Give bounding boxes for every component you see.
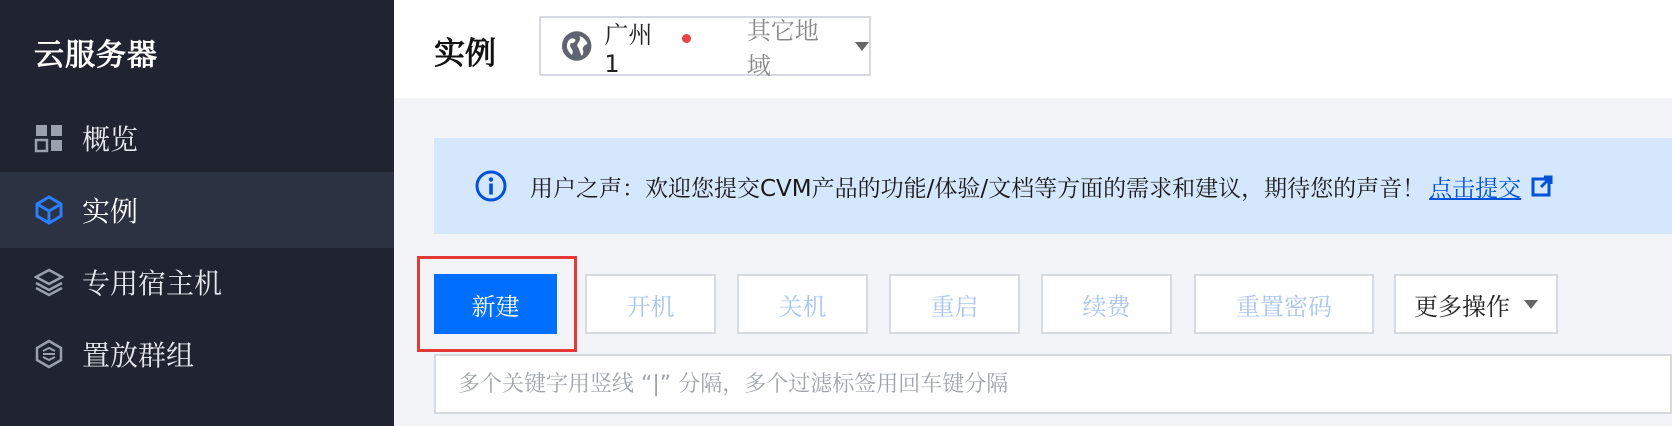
- highlight-box: [417, 256, 577, 352]
- info-icon: [474, 169, 508, 203]
- notice-text: 用户之声：欢迎您提交CVM产品的功能/体验/文档等方面的需求和建议，期待您的声音！: [530, 175, 1426, 202]
- other-regions-label: 其它地域: [746, 17, 819, 80]
- layers-icon: [34, 267, 64, 297]
- cube-icon: [34, 195, 64, 225]
- region-status-dot: [682, 34, 691, 43]
- page-header: [394, 0, 1672, 98]
- sidebar-item-label: 实例: [82, 195, 139, 228]
- globe-icon: [561, 30, 592, 62]
- external-link-icon[interactable]: [1531, 175, 1553, 197]
- chevron-down-icon: [855, 42, 869, 51]
- grid-icon: [34, 123, 64, 153]
- restart-button[interactable]: 重启: [889, 274, 1020, 334]
- page-title: 实例: [434, 36, 496, 72]
- sidebar-item-instances[interactable]: [0, 172, 394, 248]
- power-on-button[interactable]: 开机: [585, 274, 716, 334]
- reset-password-button[interactable]: 重置密码: [1194, 274, 1374, 334]
- current-region: 广州 1: [604, 20, 653, 78]
- sidebar-item-overview[interactable]: [0, 100, 394, 176]
- create-button[interactable]: 新建: [434, 274, 557, 334]
- feedback-notice: [434, 138, 1672, 234]
- region-selector[interactable]: [539, 16, 871, 80]
- submit-feedback-link[interactable]: 点击提交: [1429, 175, 1522, 202]
- chevron-down-icon: [1524, 300, 1538, 309]
- more-actions-button[interactable]: [1394, 274, 1558, 334]
- sidebar: [0, 0, 394, 426]
- sidebar-item-dedicated-host[interactable]: [0, 244, 394, 320]
- hexagon-icon: [34, 339, 64, 369]
- power-off-button[interactable]: 关机: [737, 274, 868, 334]
- sidebar-item-label: 置放群组: [82, 339, 195, 372]
- sidebar-brand: 云服务器: [34, 38, 158, 73]
- search-input[interactable]: [434, 354, 1672, 414]
- more-actions-label: 更多操作: [1414, 292, 1510, 321]
- sidebar-item-placement-group[interactable]: [0, 316, 394, 392]
- sidebar-item-label: 专用宿主机: [82, 267, 223, 300]
- sidebar-item-label: 概览: [82, 123, 139, 156]
- renew-button[interactable]: 续费: [1041, 274, 1172, 334]
